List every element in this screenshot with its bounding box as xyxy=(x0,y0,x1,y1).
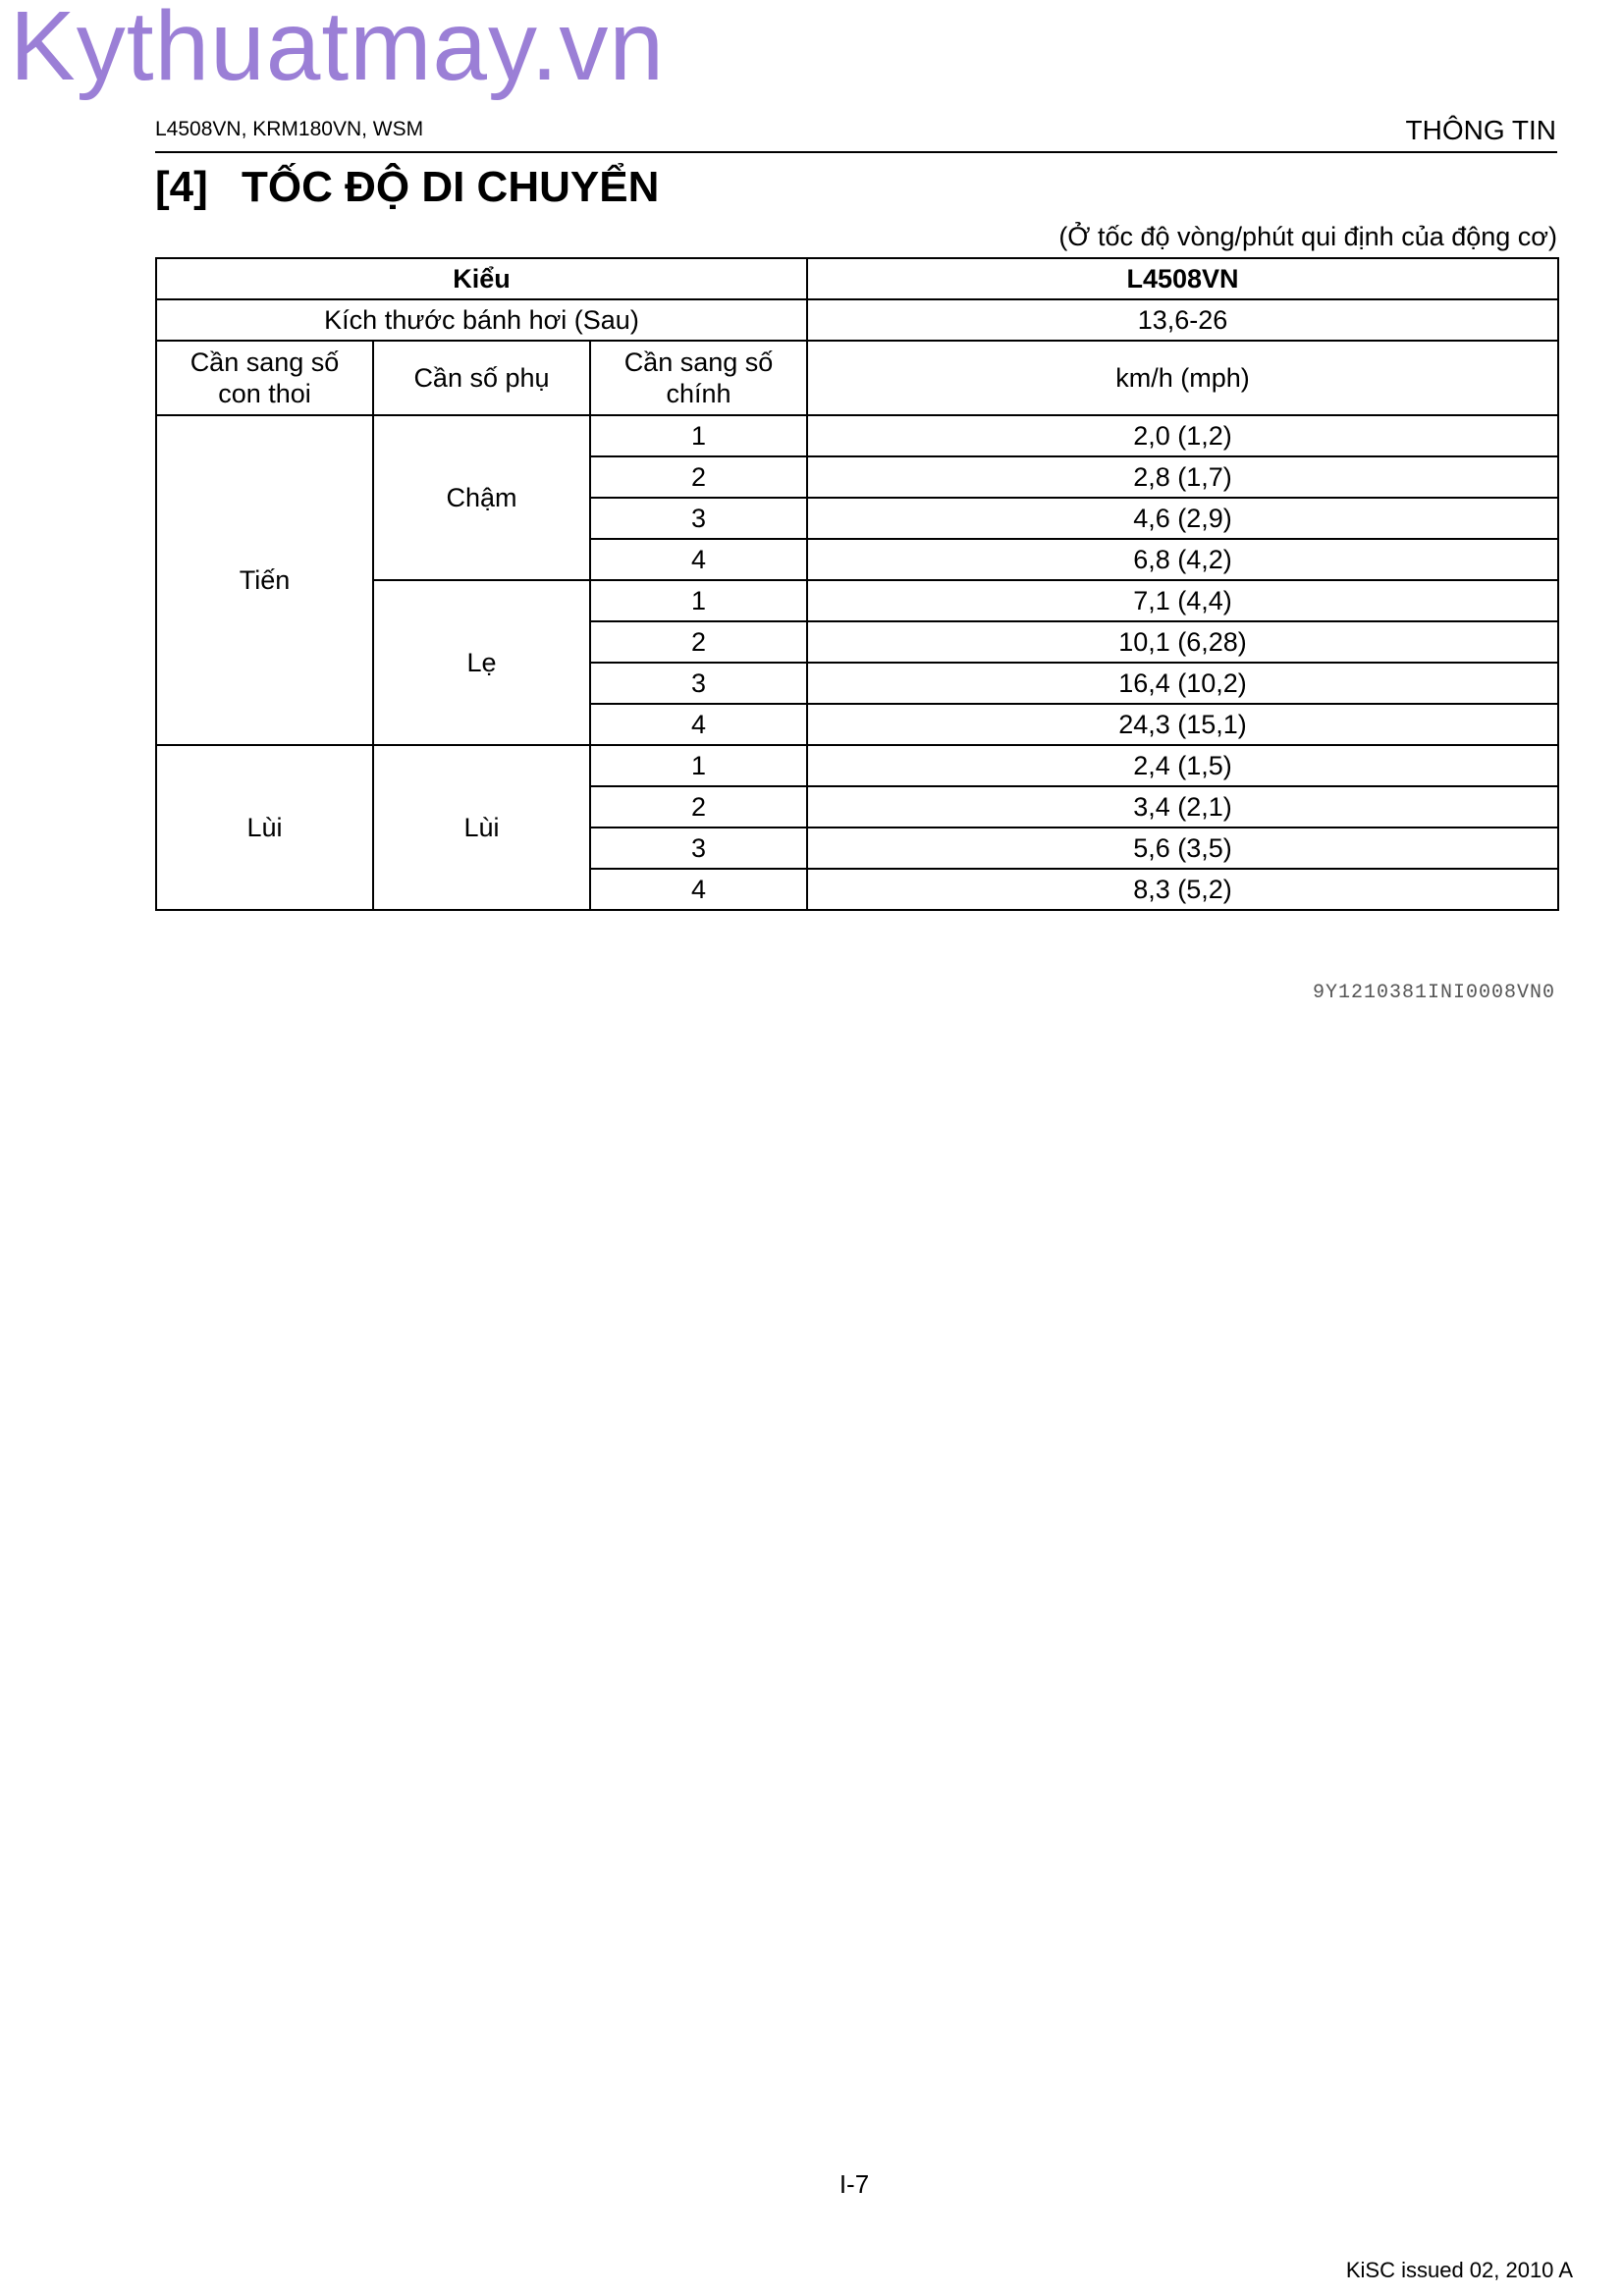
range-reverse: Lùi xyxy=(373,745,590,910)
header-models: L4508VN, KRM180VN, WSM xyxy=(155,118,424,140)
gear-cell: 2 xyxy=(590,456,807,498)
speed-cell: 7,1 (4,4) xyxy=(807,580,1558,621)
shuttle-reverse: Lùi xyxy=(156,745,373,910)
gear-cell: 4 xyxy=(590,869,807,910)
gear-cell: 1 xyxy=(590,580,807,621)
speed-cell: 8,3 (5,2) xyxy=(807,869,1558,910)
table-row-columns xyxy=(156,341,1558,415)
travel-speed-table xyxy=(155,257,1559,911)
speed-cell: 24,3 (15,1) xyxy=(807,704,1558,745)
table-row xyxy=(156,745,1558,786)
gear-cell: 3 xyxy=(590,828,807,869)
gear-cell: 2 xyxy=(590,621,807,663)
speed-cell: 6,8 (4,2) xyxy=(807,539,1558,580)
speed-cell: 5,6 (3,5) xyxy=(807,828,1558,869)
column-main-lever: Cần sang số chính xyxy=(590,341,807,415)
gear-cell: 1 xyxy=(590,745,807,786)
section-title xyxy=(155,163,659,212)
document-code: 9Y1210381INI0008VN0 xyxy=(1312,982,1555,1004)
gear-cell: 3 xyxy=(590,498,807,539)
gear-cell: 1 xyxy=(590,415,807,456)
gear-cell: 4 xyxy=(590,704,807,745)
table-note: (Ở tốc độ vòng/phút qui định của động cơ) xyxy=(1058,222,1557,251)
speed-cell: 10,1 (6,28) xyxy=(807,621,1558,663)
table-row-model xyxy=(156,258,1558,299)
section-title-text: TỐC ĐỘ DI CHUYỂN xyxy=(242,163,660,211)
gear-cell: 2 xyxy=(590,786,807,828)
speed-cell: 4,6 (2,9) xyxy=(807,498,1558,539)
speed-cell: 2,4 (1,5) xyxy=(807,745,1558,786)
column-shuttle-lever: Cần sang số con thoi xyxy=(156,341,373,415)
model-value: L4508VN xyxy=(807,258,1558,299)
tire-label: Kích thước bánh hơi (Sau) xyxy=(156,299,807,341)
header-divider xyxy=(155,151,1557,153)
column-range-lever: Cần số phụ xyxy=(373,341,590,415)
issue-footer: KiSC issued 02, 2010 A xyxy=(1345,2258,1573,2282)
section-number: [4] xyxy=(155,163,208,211)
table-row xyxy=(156,415,1558,456)
speed-cell: 16,4 (10,2) xyxy=(807,663,1558,704)
column-speed: km/h (mph) xyxy=(807,341,1558,415)
page-number: I-7 xyxy=(839,2169,870,2199)
range-fast: Lẹ xyxy=(373,580,590,745)
gear-cell: 3 xyxy=(590,663,807,704)
table-row-tire xyxy=(156,299,1558,341)
shuttle-forward: Tiến xyxy=(156,415,373,745)
speed-cell: 2,0 (1,2) xyxy=(807,415,1558,456)
gear-cell: 4 xyxy=(590,539,807,580)
range-slow: Chậm xyxy=(373,415,590,580)
speed-cell: 2,8 (1,7) xyxy=(807,456,1558,498)
model-label: Kiểu xyxy=(156,258,807,299)
tire-value: 13,6-26 xyxy=(807,299,1558,341)
watermark-logo: Kythuatmay.vn xyxy=(10,0,666,101)
header-section: THÔNG TIN xyxy=(1405,115,1556,145)
speed-cell: 3,4 (2,1) xyxy=(807,786,1558,828)
